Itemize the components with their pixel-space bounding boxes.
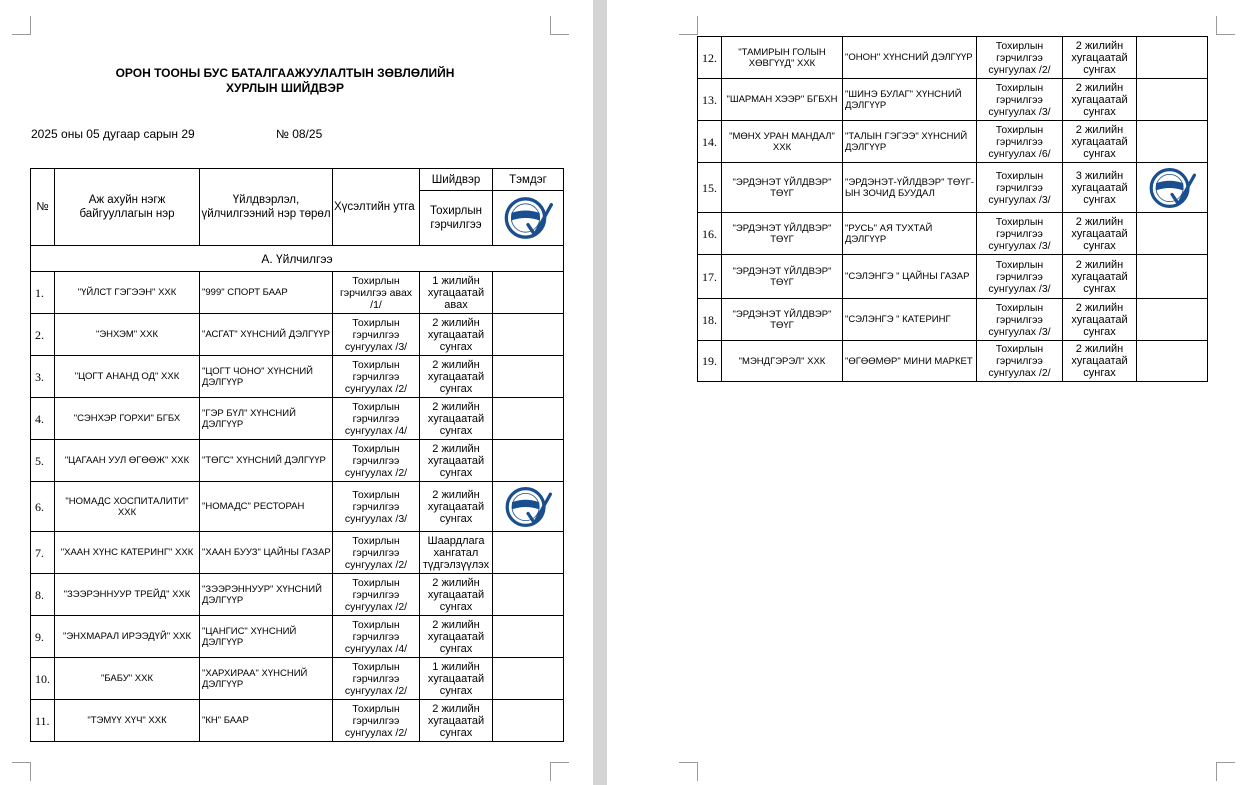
- company-name: "БАБУ" ХХК: [55, 658, 200, 700]
- header-seal-cell: [493, 191, 564, 246]
- service-name: "ЦАНГИС" ХҮНСНИЙ ДЭЛГҮҮР: [200, 616, 333, 658]
- table-row: [31, 574, 564, 616]
- service-name: "ШИНЭ БУЛАГ" ХҮНСНИЙ ДЭЛГҮҮР: [843, 79, 977, 121]
- table-row: [698, 121, 1208, 163]
- company-name: "ШАРМАН ХЭЭР" БГБХН: [722, 79, 843, 121]
- decision-text: 2 жилийн хугацаатай сунгах: [1063, 79, 1137, 121]
- request-type: Тохирлын гэрчилгээ сунгуулах /2/: [333, 658, 420, 700]
- decision-text: 2 жилийн хугацаатай сунгах: [420, 356, 493, 398]
- decision-text: 3 жилийн хугацаатай сунгах: [1063, 163, 1137, 213]
- company-name: "ХААН ХҮНС КАТЕРИНГ" ХХК: [55, 532, 200, 574]
- crop-mark: [550, 762, 569, 781]
- company-name: "ЭНХМАРАЛ ИРЭЭДҮЙ" ХХК: [55, 616, 200, 658]
- decision-text: 2 жилийн хугацаатай сунгах: [1063, 121, 1137, 163]
- title-line-2: ХУРЛЫН ШИЙДВЭР: [226, 81, 344, 95]
- table-row: [31, 440, 564, 482]
- header-company: Аж ахуйн нэгж байгууллагын нэр: [55, 169, 200, 246]
- decision-text: 2 жилийн хугацаатай сунгах: [1063, 213, 1137, 255]
- decision-text: 2 жилийн хугацаатай сунгах: [420, 574, 493, 616]
- document-title: [30, 66, 540, 96]
- company-name: "СЭНХЭР ГОРХИ" БГБХ: [55, 398, 200, 440]
- row-number: 14.: [698, 121, 722, 163]
- service-name: "ХАРХИРАА" ХҮНСНИЙ ДЭЛГҮҮР: [200, 658, 333, 700]
- service-name: "РУСЬ" АЯ ТУХТАЙ ДЭЛГҮҮР: [843, 213, 977, 255]
- table-row: [698, 79, 1208, 121]
- mark-cell: [493, 616, 564, 658]
- company-name: "ТЭМҮҮ ХҮЧ" ХХК: [55, 700, 200, 742]
- decision-text: 2 жилийн хугацаатай сунгах: [1063, 37, 1137, 79]
- mark-cell: [1137, 37, 1208, 79]
- row-number: 11.: [31, 700, 55, 742]
- request-type: Тохирлын гэрчилгээ сунгуулах /2/: [333, 532, 420, 574]
- document-page-2: [607, 0, 1242, 785]
- request-type: Тохирлын гэрчилгээ сунгуулах /3/: [977, 163, 1063, 213]
- decision-table-continued: [697, 36, 1208, 382]
- row-number: 3.: [31, 356, 55, 398]
- table-row: [698, 299, 1208, 341]
- row-number: 1.: [31, 272, 55, 314]
- mark-cell: [493, 532, 564, 574]
- document-date: 2025 оны 05 дугаар сарын 29: [31, 127, 195, 141]
- mark-cell: [1137, 79, 1208, 121]
- crop-mark: [1216, 16, 1235, 35]
- company-name: "МӨНХ УРАН МАНДАЛ" ХХК: [722, 121, 843, 163]
- mark-cell: [493, 658, 564, 700]
- service-name: "ГЭР БҮЛ" ХҮНСНИЙ ДЭЛГҮҮР: [200, 398, 333, 440]
- service-name: "ХААН БУУЗ" ЦАЙНЫ ГАЗАР: [200, 532, 333, 574]
- crop-mark: [679, 16, 698, 35]
- row-number: 9.: [31, 616, 55, 658]
- row-number: 18.: [698, 299, 722, 341]
- row-number: 6.: [31, 482, 55, 532]
- company-name: "ЭРДЭНЭТ ҮЙЛДВЭР" ТӨҮГ: [722, 213, 843, 255]
- company-name: "ЭРДЭНЭТ ҮЙЛДВЭР" ТӨҮГ: [722, 299, 843, 341]
- service-name: "КН" БААР: [200, 700, 333, 742]
- table-row: [31, 700, 564, 742]
- service-name: "999" СПОРТ БААР: [200, 272, 333, 314]
- table-row: [698, 37, 1208, 79]
- document-number: № 08/25: [276, 127, 323, 141]
- seal-image: [494, 193, 562, 243]
- request-type: Тохирлын гэрчилгээ сунгуулах /2/: [333, 356, 420, 398]
- service-name: "ЦОГТ ЧОНО" ХҮНСНИЙ ДЭЛГҮҮР: [200, 356, 333, 398]
- decision-text: 2 жилийн хугацаатай сунгах: [1063, 255, 1137, 299]
- service-name: "СЭЛЭНГЭ " ЦАЙНЫ ГАЗАР: [843, 255, 977, 299]
- decision-table: [30, 168, 564, 742]
- decision-text: 2 жилийн хугацаатай сунгах: [420, 440, 493, 482]
- decision-text: 2 жилийн хугацаатай сунгах: [420, 700, 493, 742]
- request-type: Тохирлын гэрчилгээ сунгуулах /2/: [977, 341, 1063, 382]
- decision-text: 1 жилийн хугацаатай сунгах: [420, 658, 493, 700]
- header-decision-sub: Тохирлын гэрчилгээ: [420, 191, 493, 246]
- service-name: "НОМАДС" РЕСТОРАН: [200, 482, 333, 532]
- request-type: Тохирлын гэрчилгээ сунгуулах /4/: [333, 616, 420, 658]
- header-service: Үйлдвэрлэл, үйлчилгээний нэр төрөл: [200, 169, 333, 246]
- table-row: [31, 272, 564, 314]
- row-number: 15.: [698, 163, 722, 213]
- request-type: Тохирлын гэрчилгээ сунгуулах /6/: [977, 121, 1063, 163]
- request-type: Тохирлын гэрчилгээ сунгуулах /3/: [977, 213, 1063, 255]
- service-name: "СЭЛЭНГЭ " КАТЕРИНГ: [843, 299, 977, 341]
- mark-cell: [493, 700, 564, 742]
- decision-text: 2 жилийн хугацаатай сунгах: [1063, 299, 1137, 341]
- mark-cell: [1137, 255, 1208, 299]
- company-name: "ЭРДЭНЭТ ҮЙЛДВЭР" ТӨҮГ: [722, 255, 843, 299]
- decision-text: Шаардлага хангатал түдгэлзүүлэх: [420, 532, 493, 574]
- request-type: Тохирлын гэрчилгээ сунгуулах /4/: [333, 398, 420, 440]
- service-name: "ЭРДЭНЭТ-ҮЙЛДВЭР" ТӨҮГ-ЫН ЗОЧИД БУУДАЛ: [843, 163, 977, 213]
- decision-text: 2 жилийн хугацаатай сунгах: [420, 482, 493, 532]
- row-number: 5.: [31, 440, 55, 482]
- mark-cell: [1137, 121, 1208, 163]
- row-number: 12.: [698, 37, 722, 79]
- row-number: 8.: [31, 574, 55, 616]
- table-row: [31, 482, 564, 532]
- request-type: Тохирлын гэрчилгээ авах /1/: [333, 272, 420, 314]
- service-name: "АСГАТ" ХҮНСНИЙ ДЭЛГҮҮР: [200, 314, 333, 356]
- table-row: [31, 398, 564, 440]
- decision-text: 2 жилийн хугацаатай сунгах: [420, 398, 493, 440]
- mark-cell: [493, 314, 564, 356]
- service-name: "ОНОН" ХҮНСНИЙ ДЭЛГҮҮР: [843, 37, 977, 79]
- service-name: "ТАЛЫН ГЭГЭЭ" ХҮНСНИЙ ДЭЛГҮҮР: [843, 121, 977, 163]
- row-number: 16.: [698, 213, 722, 255]
- row-number: 17.: [698, 255, 722, 299]
- company-name: "ЦАГААН УУЛ ӨГӨӨЖ" ХХК: [55, 440, 200, 482]
- crop-mark: [550, 16, 569, 35]
- header-request: Хүсэлтийн утга: [333, 169, 420, 246]
- table-row: [698, 341, 1208, 382]
- service-name: "ТӨГС" ХҮНСНИЙ ДЭЛГҮҮР: [200, 440, 333, 482]
- mark-cell: [1137, 213, 1208, 255]
- decision-text: 1 жилийн хугацаатай авах: [420, 272, 493, 314]
- table-row: [698, 255, 1208, 299]
- header-decision: Шийдвэр: [420, 169, 493, 191]
- table-row: [698, 213, 1208, 255]
- mark-cell: [493, 356, 564, 398]
- request-type: Тохирлын гэрчилгээ сунгуулах /2/: [333, 574, 420, 616]
- row-number: 19.: [698, 341, 722, 382]
- row-number: 7.: [31, 532, 55, 574]
- request-type: Тохирлын гэрчилгээ сунгуулах /2/: [977, 37, 1063, 79]
- certification-seal-icon: [1148, 164, 1196, 212]
- decision-text: 2 жилийн хугацаатай сунгах: [420, 314, 493, 356]
- table-row: [31, 658, 564, 700]
- row-number: 10.: [31, 658, 55, 700]
- company-name: "ТАМИРЫН ГОЛЫН ХӨВГҮҮД" ХХК: [722, 37, 843, 79]
- section-heading: А. Үйлчилгээ: [31, 246, 564, 272]
- company-name: "ЦОГТ АНАНД ОД" ХХК: [55, 356, 200, 398]
- crop-mark: [12, 762, 31, 781]
- mark-cell: [493, 440, 564, 482]
- document-page-1: [0, 0, 593, 785]
- company-name: "ЗЭЭРЭННУУР ТРЕЙД" ХХК: [55, 574, 200, 616]
- row-number: 4.: [31, 398, 55, 440]
- table-row: [31, 532, 564, 574]
- mark-cell: [1137, 341, 1208, 382]
- company-name: "ЭРДЭНЭТ ҮЙЛДВЭР" ТӨҮГ: [722, 163, 843, 213]
- title-line-1: ОРОН ТООНЫ БУС БАТАЛГААЖУУЛАЛТЫН ЗӨВЛӨЛИЙН: [115, 66, 455, 80]
- row-number: 13.: [698, 79, 722, 121]
- table-row: [698, 163, 1208, 213]
- crop-mark: [12, 16, 31, 35]
- request-type: Тохирлын гэрчилгээ сунгуулах /3/: [333, 314, 420, 356]
- crop-mark: [1216, 762, 1235, 781]
- company-name: "ҮЙЛСТ ГЭГЭЭН" ХХК: [55, 272, 200, 314]
- service-name: "ӨГӨӨМӨР" МИНИ МАРКЕТ: [843, 341, 977, 382]
- page-gap: [593, 0, 607, 785]
- request-type: Тохирлын гэрчилгээ сунгуулах /3/: [977, 79, 1063, 121]
- request-type: Тохирлын гэрчилгээ сунгуулах /2/: [333, 440, 420, 482]
- request-type: Тохирлын гэрчилгээ сунгуулах /2/: [333, 700, 420, 742]
- request-type: Тохирлын гэрчилгээ сунгуулах /3/: [977, 255, 1063, 299]
- header-mark: Тэмдэг: [493, 169, 564, 191]
- certification-seal-icon: [504, 483, 552, 531]
- mark-cell: [493, 574, 564, 616]
- company-name: "МЭНДГЭРЭЛ" ХХК: [722, 341, 843, 382]
- certification-seal-icon: [503, 193, 553, 243]
- mark-cell: [1137, 299, 1208, 341]
- request-type: Тохирлын гэрчилгээ сунгуулах /3/: [333, 482, 420, 532]
- mark-cell: [493, 482, 564, 532]
- mark-cell: [493, 272, 564, 314]
- header-no: №: [31, 169, 55, 246]
- service-name: "ЗЭЭРЭННУУР" ХҮНСНИЙ ДЭЛГҮҮР: [200, 574, 333, 616]
- mark-cell: [493, 398, 564, 440]
- table-row: [31, 616, 564, 658]
- crop-mark: [679, 762, 698, 781]
- company-name: "ЭНХЭМ" ХХК: [55, 314, 200, 356]
- decision-text: 2 жилийн хугацаатай сунгах: [420, 616, 493, 658]
- company-name: "НОМАДС ХОСПИТАЛИТИ" ХХК: [55, 482, 200, 532]
- row-number: 2.: [31, 314, 55, 356]
- decision-text: 2 жилийн хугацаатай сунгах: [1063, 341, 1137, 382]
- mark-cell: [1137, 163, 1208, 213]
- table-row: [31, 314, 564, 356]
- request-type: Тохирлын гэрчилгээ сунгуулах /3/: [977, 299, 1063, 341]
- table-row: [31, 356, 564, 398]
